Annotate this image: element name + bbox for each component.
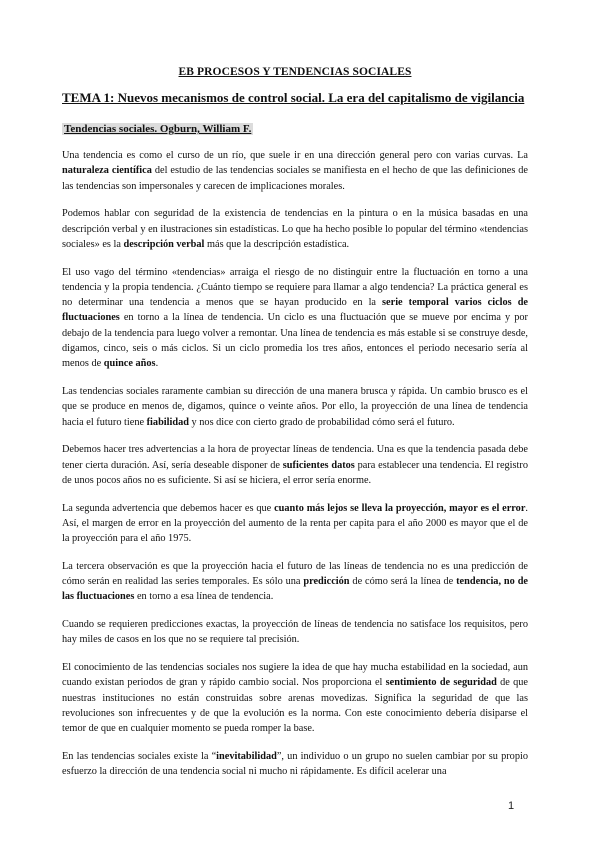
text-run: El uso vago del término «tendencias» arraiga el riesgo de no distinguir entre la fluctuación en torno a una tendencia y la propia tendencia. ¿Cuánto tiempo se requiere para llamar a algo tendencia? La práctica general es no determinar una tendencia a menos que se hayan producido en la — [62, 266, 528, 309]
text-run: más que la descripción estadística. — [204, 238, 350, 250]
text-run: de cómo será la línea de — [349, 576, 457, 588]
paragraph — [62, 442, 528, 488]
bold-text: cuanto más lejos se lleva la proyección, mayor es el error — [274, 502, 526, 514]
paragraph — [62, 660, 528, 736]
text-run: En las tendencias sociales existe la “ — [62, 751, 217, 763]
text-run: Una tendencia es como el curso de un río, que suele ir en una dirección general pero con varias curvas. La — [62, 150, 528, 161]
bold-text: fiabilidad — [146, 416, 189, 428]
text-run: Debemos hacer tres advertencias a la hora de proyectar líneas de tendencia. Una es que la tendencia pasada debe tener cierta duración. Así, sería deseable disponer de — [62, 444, 528, 471]
section-heading: Tendencias sociales. Ogburn, William F. — [64, 123, 252, 135]
text-run: Cuando se requieren predicciones exactas, la proyección de líneas de tendencia no satisface los requisitos, pero hay miles de casos en los que no se requiere tal precisión. — [62, 619, 528, 646]
bold-text: serie temporal varios ciclos de fluctuaciones — [62, 297, 529, 324]
text-run: del estudio de las tendencias sociales se manifiesta en el hecho de que las definiciones de las tendencias son impersonales y carecen de implicaciones morales. — [62, 165, 529, 192]
text-run: La segunda advertencia que debemos hacer es que — [62, 502, 275, 514]
text-run: en torno a la línea de tendencia. Un ciclo es una fluctuación que se mueve por encima y por debajo de la tendencia para luego volver a remontar. Una línea de tendencia es más estable si se construye desde, digamos, cinco, seis o más ciclos. Si un ciclo promedia los tres años, entonces el periodo necesario sería al menos de — [62, 312, 528, 370]
bold-text: naturaleza científica — [62, 165, 152, 177]
bold-text: inevitabilidad — [216, 751, 277, 763]
paragraph — [62, 148, 528, 194]
bold-text: tendencia, no de las fluctuaciones — [62, 576, 528, 603]
text-run: y nos dice con cierto grado de probabilidad cómo será el futuro. — [188, 416, 455, 428]
document-title: EB PROCESOS Y TENDENCIAS SOCIALES — [178, 66, 412, 78]
text-run: Las tendencias sociales raramente cambian su dirección de una manera brusca y rápida. Un cambio brusco es el que se produce en menos de, digamos, quince o veinte años. Por ello, la proyección de una línea de tendencia hacia el futuro tiene — [62, 386, 528, 428]
body-text — [62, 148, 528, 780]
paragraph — [62, 265, 528, 372]
bold-text: sentimiento de seguridad — [385, 677, 497, 689]
bold-text: quince años — [103, 358, 156, 370]
bold-text: descripción verbal — [123, 238, 205, 250]
paragraph — [62, 617, 528, 648]
paragraph — [62, 206, 528, 252]
document-subtitle: TEMA 1: Nuevos mecanismos de control social. La era del capitalismo de vigilancia — [62, 90, 525, 105]
text-run: de que nuestras instituciones no están construidas sobre arenas movedizas. Significa la seguridad de que las revoluciones son infrecuentes y de que la evolución es la norma. Con este conocimiento debería disiparse el temor de que en cualquier momento se pueda romper la base. — [62, 677, 528, 735]
text-run: ”, un individuo o un grupo no suelen cambiar por su propio esfuerzo la dirección de una tendencia social ni mucho ni rápidamente. Es difícil acelerar una — [62, 751, 528, 778]
text-run: en torno a esa línea de tendencia. — [134, 591, 274, 603]
page-number: 1 — [508, 800, 515, 812]
paragraph — [62, 384, 528, 430]
document-page — [62, 66, 528, 792]
bold-text: predicción — [303, 576, 350, 588]
text-run: La tercera observación es que la proyección hacia el futuro de las líneas de tendencia no es una predicción de cómo serán en realidad las series temporales. Es sólo una — [62, 560, 528, 588]
paragraph — [62, 749, 528, 780]
text-run: . Así, el margen de error en la proyección del aumento de la renta per capita para el año 2000 es mayor que el de la proyección para el año 1975. — [62, 502, 528, 545]
text-run: El conocimiento de las tendencias sociales nos sugiere la idea de que hay mucha estabilidad en la sociedad, aun cuando existan periodos de gran y rápido cambio social. Nos proporciona el — [62, 662, 528, 689]
text-run: Podemos hablar con seguridad de la existencia de tendencias en la pintura o en la música basadas en una descripción verbal y en ilustraciones sin estadísticas. Lo que ha hecho posible lo popular del término «tendencias sociales» es la — [62, 208, 528, 250]
text-run: . — [155, 358, 159, 370]
bold-text: suficientes datos — [282, 459, 355, 471]
paragraph — [62, 559, 528, 605]
paragraph — [62, 501, 528, 547]
text-run: para establecer una tendencia. El registro de unos pocos años no es suficiente. Si así se hiciera, el error sería enorme. — [62, 459, 528, 486]
